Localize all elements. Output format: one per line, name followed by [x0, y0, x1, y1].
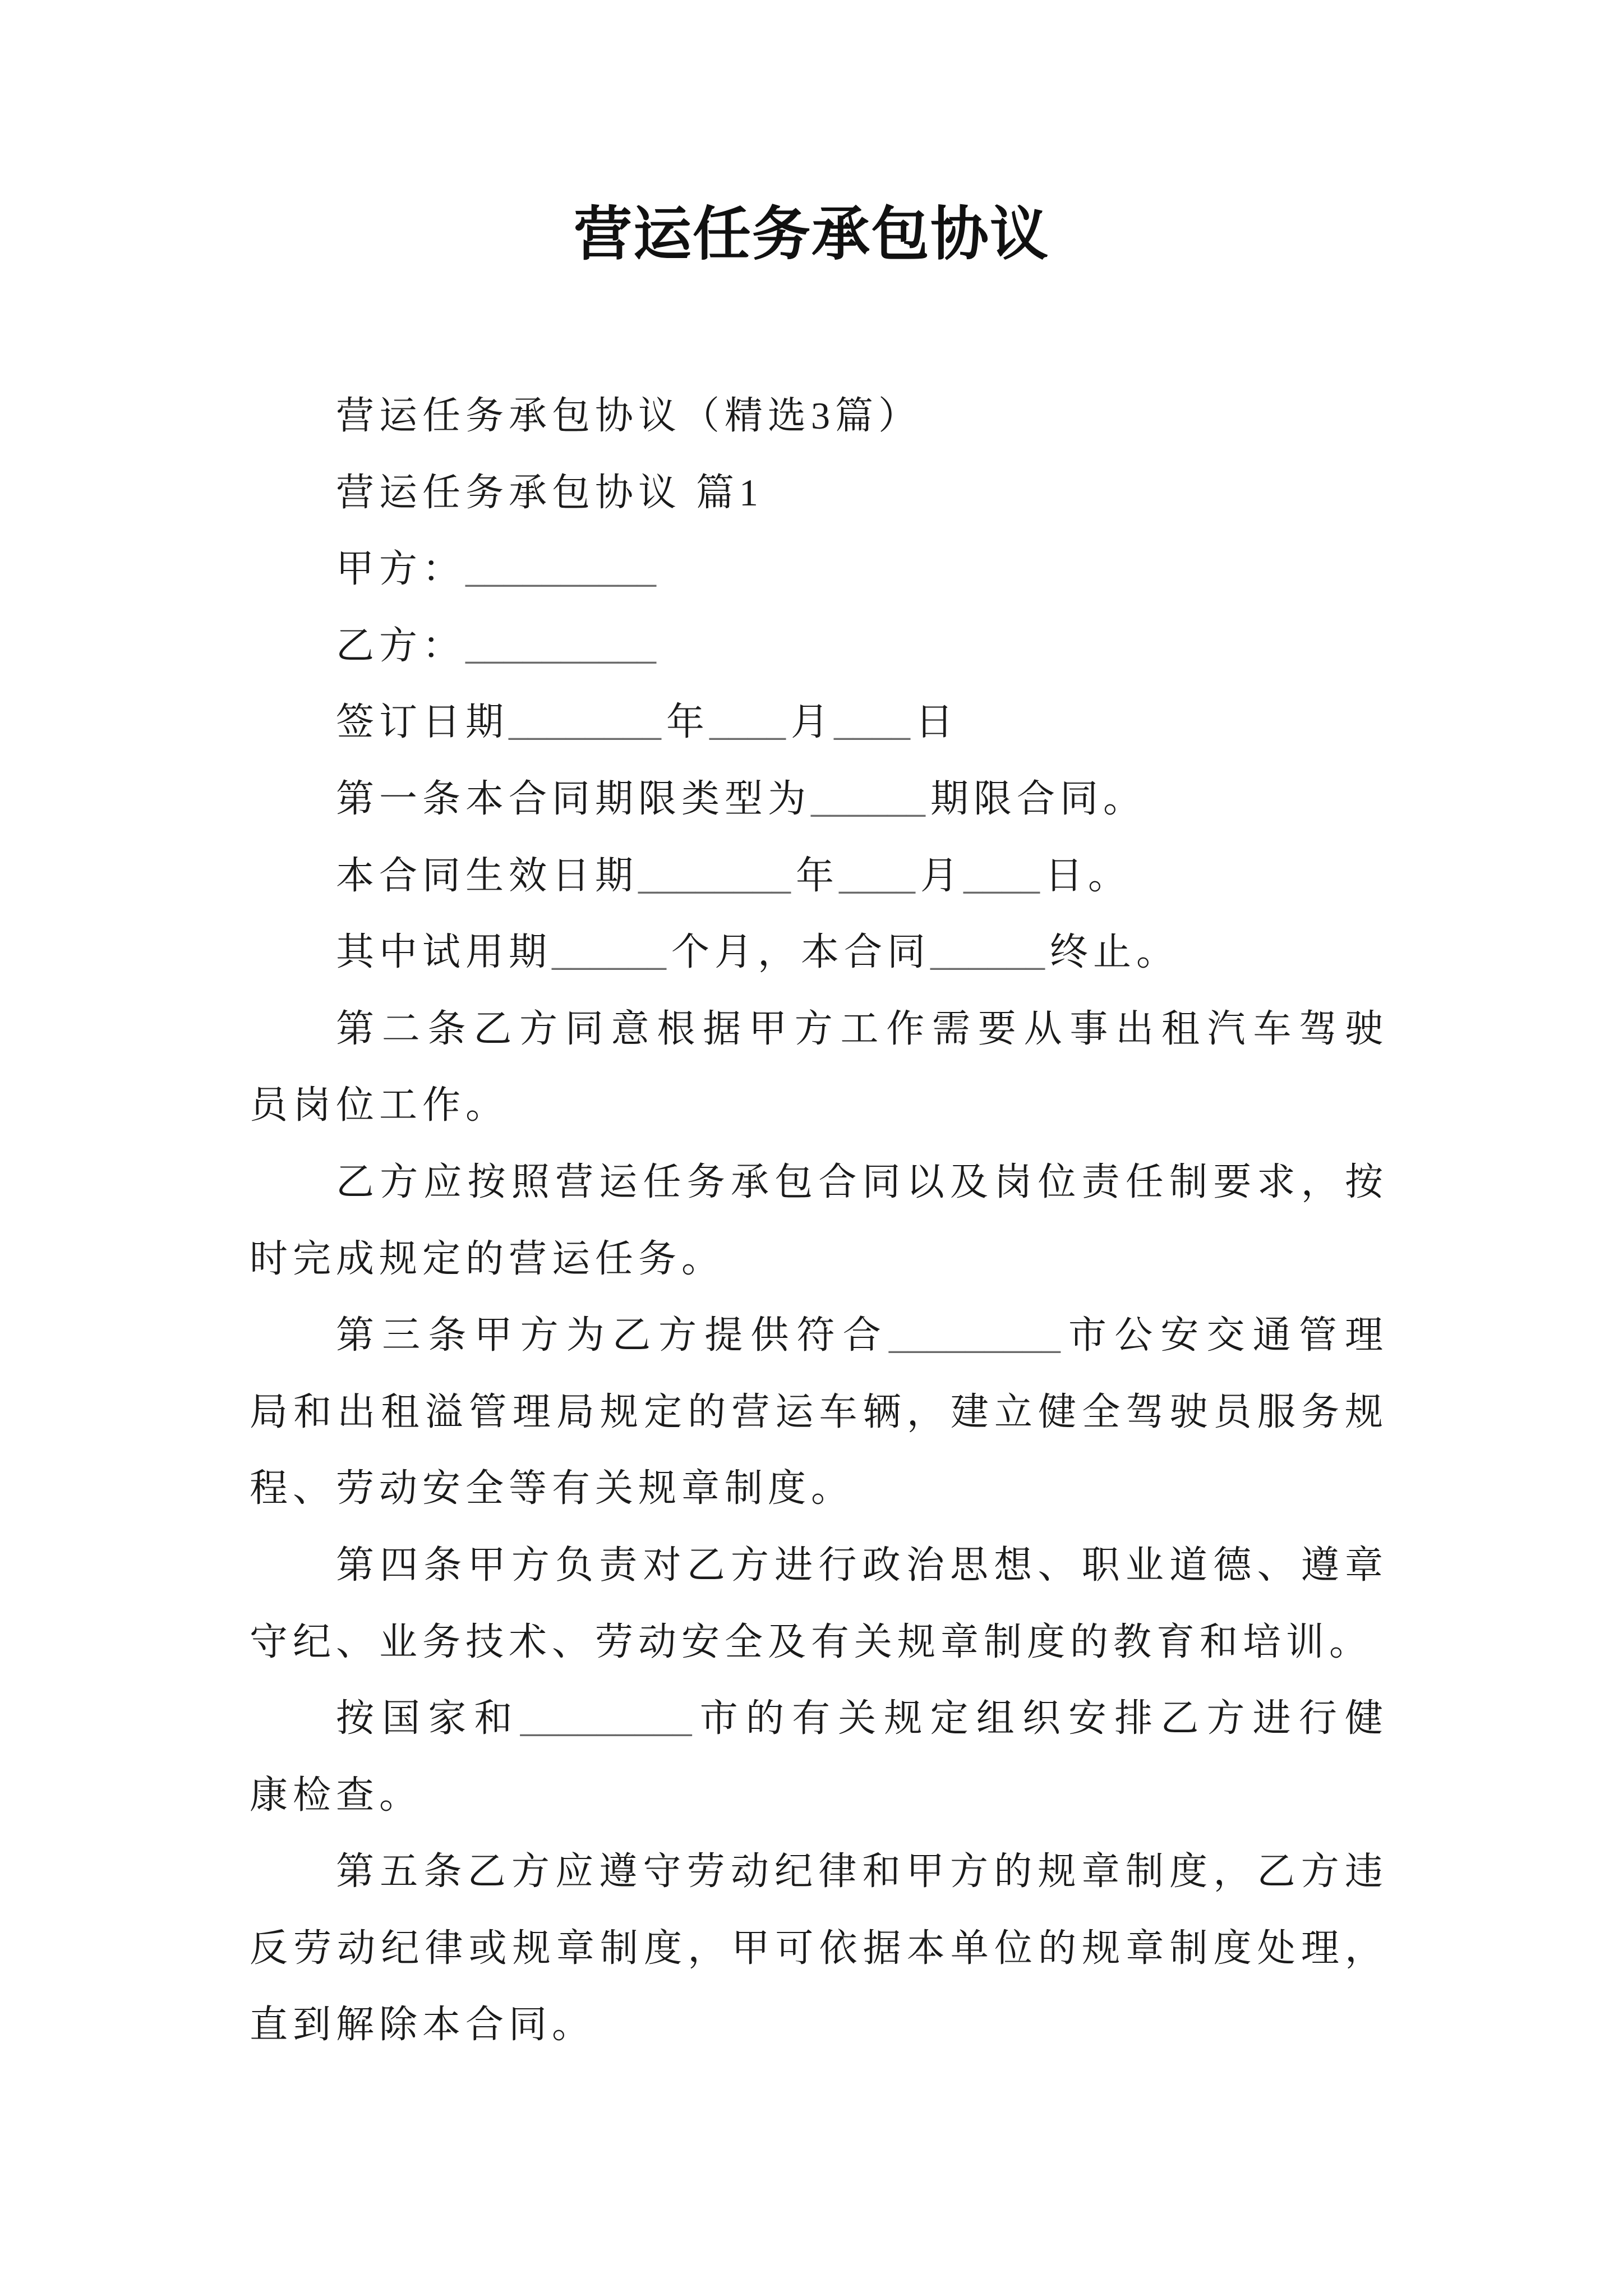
paragraph-line: 本合同生效日期________ 年____ 月____ 日。	[336, 854, 1132, 897]
paragraph	[250, 1527, 1388, 1680]
paragraph	[250, 454, 1388, 531]
paragraph-line: 甲方：__________	[336, 547, 657, 591]
paragraph-line: 局和出租溢管理局规定的营运车辆，建立健全驾驶员服务规	[250, 1390, 1388, 1433]
blank-field: __________	[465, 624, 657, 667]
blank-field: ________	[638, 854, 791, 897]
paragraph-line: 直到解除本合同。	[250, 2003, 596, 2046]
paragraph-line: 签订日期________ 年____ 月____ 日	[336, 701, 959, 744]
blank-field: ____	[834, 701, 911, 744]
paragraph-line: 乙方应按照营运任务承包合同以及岗位责任制要求，按	[336, 1160, 1388, 1203]
paragraph	[250, 838, 1388, 914]
paragraph-line: 营运任务承包协议（精选3篇）	[336, 394, 922, 437]
paragraph	[250, 991, 1388, 1144]
blank-field: ______	[552, 931, 667, 974]
paragraph	[250, 608, 1388, 684]
blank-field: _________	[888, 1314, 1061, 1357]
paragraph	[250, 761, 1388, 838]
paragraph	[250, 1144, 1388, 1297]
paragraph-line: 反劳动纪律或规章制度，甲可依据本单位的规章制度处理，	[250, 1926, 1388, 1970]
paragraph-line: 第四条甲方负责对乙方进行政治思想、职业道德、遵章	[336, 1543, 1388, 1586]
paragraph-line: 按国家和_________ 市的有关规定组织安排乙方进行健	[336, 1697, 1388, 1740]
paragraph-line: 康检查。	[250, 1773, 423, 1816]
paragraph-line: 守纪、业务技术、劳动安全及有关规章制度的教育和培训。	[250, 1620, 1373, 1663]
blank-field: _________	[520, 1697, 692, 1740]
paragraph	[250, 531, 1388, 608]
paragraph-line: 第二条乙方同意根据甲方工作需要从事出租汽车驾驶	[336, 1007, 1388, 1050]
paragraph-line: 第一条本合同期限类型为______ 期限合同。	[336, 777, 1147, 820]
paragraph	[250, 684, 1388, 761]
paragraph-line: 乙方：__________	[336, 624, 657, 667]
paragraph-line: 第五条乙方应遵守劳动纪律和甲方的规章制度，乙方违	[336, 1850, 1388, 1893]
blank-field: ________	[509, 701, 662, 744]
blank-field: ______	[930, 931, 1045, 974]
document-body	[250, 378, 1388, 2063]
blank-field: ____	[839, 854, 916, 897]
paragraph-line: 其中试用期______ 个月，本合同______ 终止。	[336, 931, 1180, 974]
paragraph-line: 第三条甲方为乙方提供符合_________ 市公安交通管理	[336, 1314, 1388, 1357]
paragraph-line: 营运任务承包协议 篇1	[336, 471, 764, 514]
paragraph-line: 员岗位工作。	[250, 1084, 509, 1127]
blank-field: ____	[709, 701, 786, 744]
paragraph	[250, 1833, 1388, 2063]
blank-field: ____	[963, 854, 1040, 897]
blank-field: ______	[811, 777, 926, 820]
paragraph	[250, 378, 1388, 454]
document-title: 营运任务承包协议	[573, 203, 1049, 267]
paragraph-line: 程、劳动安全等有关规章制度。	[250, 1467, 855, 1510]
paragraph-line: 时完成规定的营运任务。	[250, 1237, 725, 1280]
paragraph	[250, 1680, 1388, 1833]
blank-field: __________	[465, 547, 657, 591]
paragraph	[250, 1297, 1388, 1527]
paragraph	[250, 914, 1388, 991]
